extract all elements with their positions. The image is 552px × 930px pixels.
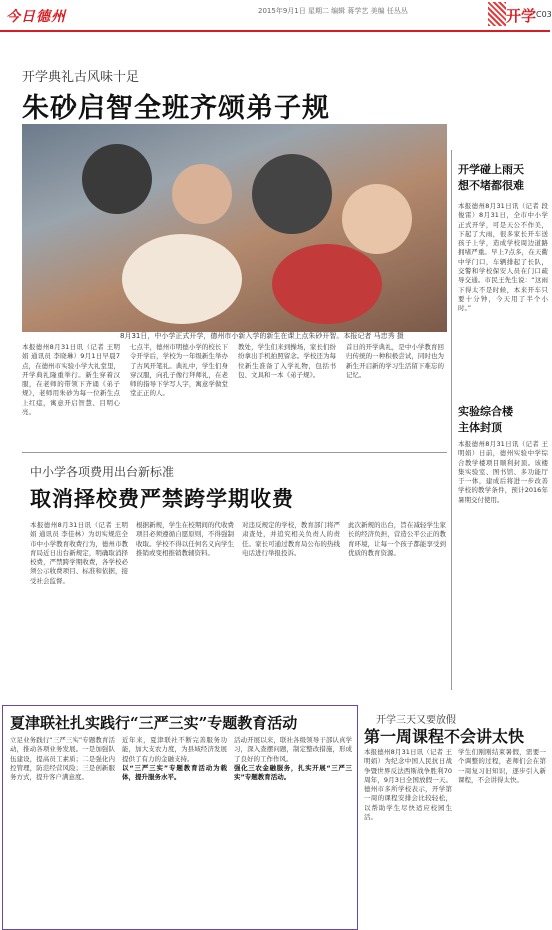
masthead xyxy=(0,0,550,34)
second-headline: 取消择校费严禁跨学期收费 xyxy=(30,486,294,511)
stripe-decoration xyxy=(488,2,506,26)
column-divider xyxy=(451,150,452,690)
section-tab xyxy=(488,2,550,26)
second-body-col4: 此次新规的出台，旨在减轻学生家长的经济负担，营造公平公正的教育环境，让每一个孩子都能享受到优质的教育资源。 xyxy=(348,521,446,557)
boxed-body-col2-text: 近年来，夏津联社不断完善服务功能，加大支农力度，为县域经济发展提供了有力的金融支持。 xyxy=(122,736,227,763)
boxed-body-col3-text: 活动开展以来，联社各级领导干部认真学习，深入查摆问题，制定整改措施，形成了良好的工作作风。 xyxy=(234,736,352,763)
boxed-body-col2 xyxy=(122,736,227,922)
right-headline-1: 开学碰上雨天 想不堵都很难 xyxy=(458,163,524,192)
bottom-headline: 第一周课程不会讲太快 xyxy=(364,727,525,746)
issue-meta: 2015年9月1日 星期二 编辑 蒋学艺 美编 任丛丛 xyxy=(258,7,408,15)
lead-body-col1: 本报德州8月31日讯（记者 王明娟 通讯员 李晓琳）9月1日早晨7点，在德州市实验小学大礼堂里，开学典礼隆重举行。新生穿着汉服，在老师的带领下齐诵《弟子规》，老师用朱砂为每一位新生点上红痣，寓意开启智慧、目明心亮。 xyxy=(22,343,120,417)
boxed-subhead-1: 以“三严三实”专题教育活动为载体，提升服务水平。 xyxy=(122,763,227,782)
newspaper-brand: 今日德州 xyxy=(6,9,66,25)
second-body-col1: 本报德州8月31日讯（记者 王明娟 通讯员 李佳林）为切实规范全市中小学教育收费行为，德州市教育局近日出台新规定，明确取消择校费，严禁跨学期收费，各学校必须公示收费项目、标准和依据，接受社会监督。 xyxy=(30,521,128,585)
lead-kicker: 开学典礼古风味十足 xyxy=(22,70,140,85)
page-code: C03 xyxy=(536,10,552,19)
lead-body-col2: 七点半，德州市明德小学的校长下令开学后，学校为一年级新生举办了古风开笔礼。典礼中，学生们身穿汉服，向孔子像行拜师礼，在老师的指导下学写人字，寓意学做堂堂正正的人。 xyxy=(130,343,228,398)
lead-body-col4: 首日的开学典礼，是中小学教育回归传统的一种积极尝试，同时也为新生开启新的学习生活留下难忘的记忆。 xyxy=(346,343,444,379)
section-name: 开学 xyxy=(506,7,537,25)
right-headline-2: 实验综合楼 主体封顶 xyxy=(458,405,513,434)
second-body-col2: 根据新规，学生在校期间的代收费项目必须遵循自愿原则，不得强制收取。学校不得以任何名义向学生推销或变相推销教辅资料。 xyxy=(136,521,234,557)
boxed-body-col1: 立足业务践行“三严三实”专题教育活动，推动各项业务发展。一是加强队伍建设，提高员工素质；二是强化内控管理，防范经营风险；三是创新服务方式，提升客户满意度。 xyxy=(10,736,115,782)
boxed-body-col3 xyxy=(234,736,352,922)
lead-headline: 朱砂启智全班齐颂弟子规 xyxy=(22,93,330,124)
second-body-col3: 对违反规定的学校，教育部门将严肃查处，并追究相关负责人的责任。家长可通过教育局公布的热线电话进行举报投诉。 xyxy=(242,521,340,557)
second-kicker: 中小学各项费用出台新标准 xyxy=(30,465,175,479)
bottom-body-col2: 学生们刚刚结束暑假，需要一个调整的过程，老师们会在第一周复习旧知识，逐步引入新课程，不会讲得太快。 xyxy=(458,748,546,784)
right-body-1: 本报德州8月31日讯（记者 段俊雷）8月31日，全市中小学正式开学，可是天公不作美，下起了大雨，很多家长开车送孩子上学，造成学校周边道路拥堵严重。早上7点多，在天衢中学门口，车辆排起了长队，交警和学校保安人员在门口疏导交通。市民王先生说：“这雨下得太不是时候，本来开车只要十分钟，今天用了半个小时。” xyxy=(458,202,548,313)
lead-photo xyxy=(22,124,447,332)
section-rule xyxy=(22,452,447,453)
right-body-2: 本报德州8月31日讯（记者 王明娟）日前，德州实验中学综合教学楼项目顺利封顶。该楼集实验室、图书馆、多功能厅于一体，建成后将进一步改善学校的教学条件，预计2016年暑期交付使用。 xyxy=(458,440,548,504)
boxed-subhead-2: 强化三农金融服务，扎实开展“三严三实”专题教育活动。 xyxy=(234,763,352,782)
lead-body-col3: 教处，学生们来到操场，家长们纷纷拿出手机拍照留念。学校还为每位新生准备了入学礼物，包括书包、文具和一本《弟子规》。 xyxy=(238,343,336,379)
header-rule xyxy=(0,30,550,32)
bottom-kicker: 开学三天又要放假 xyxy=(376,715,456,726)
boxed-headline: 夏津联社扎实践行“三严三实”专题教育活动 xyxy=(10,714,298,732)
bottom-body-col1: 本报德州8月31日讯（记者 王明娟）为纪念中国人民抗日战争暨世界反法西斯战争胜利70周年，9月3日全国放假一天。德州市多所学校表示，开学第一周的课程安排会比较轻松，以帮助学生尽快适应校园生活。 xyxy=(364,748,452,822)
photo-caption: 8月31日，中小学正式开学，德州市小新入学的新生在课上点朱砂开智。本报记者 马忠秀 摄 xyxy=(120,332,404,340)
